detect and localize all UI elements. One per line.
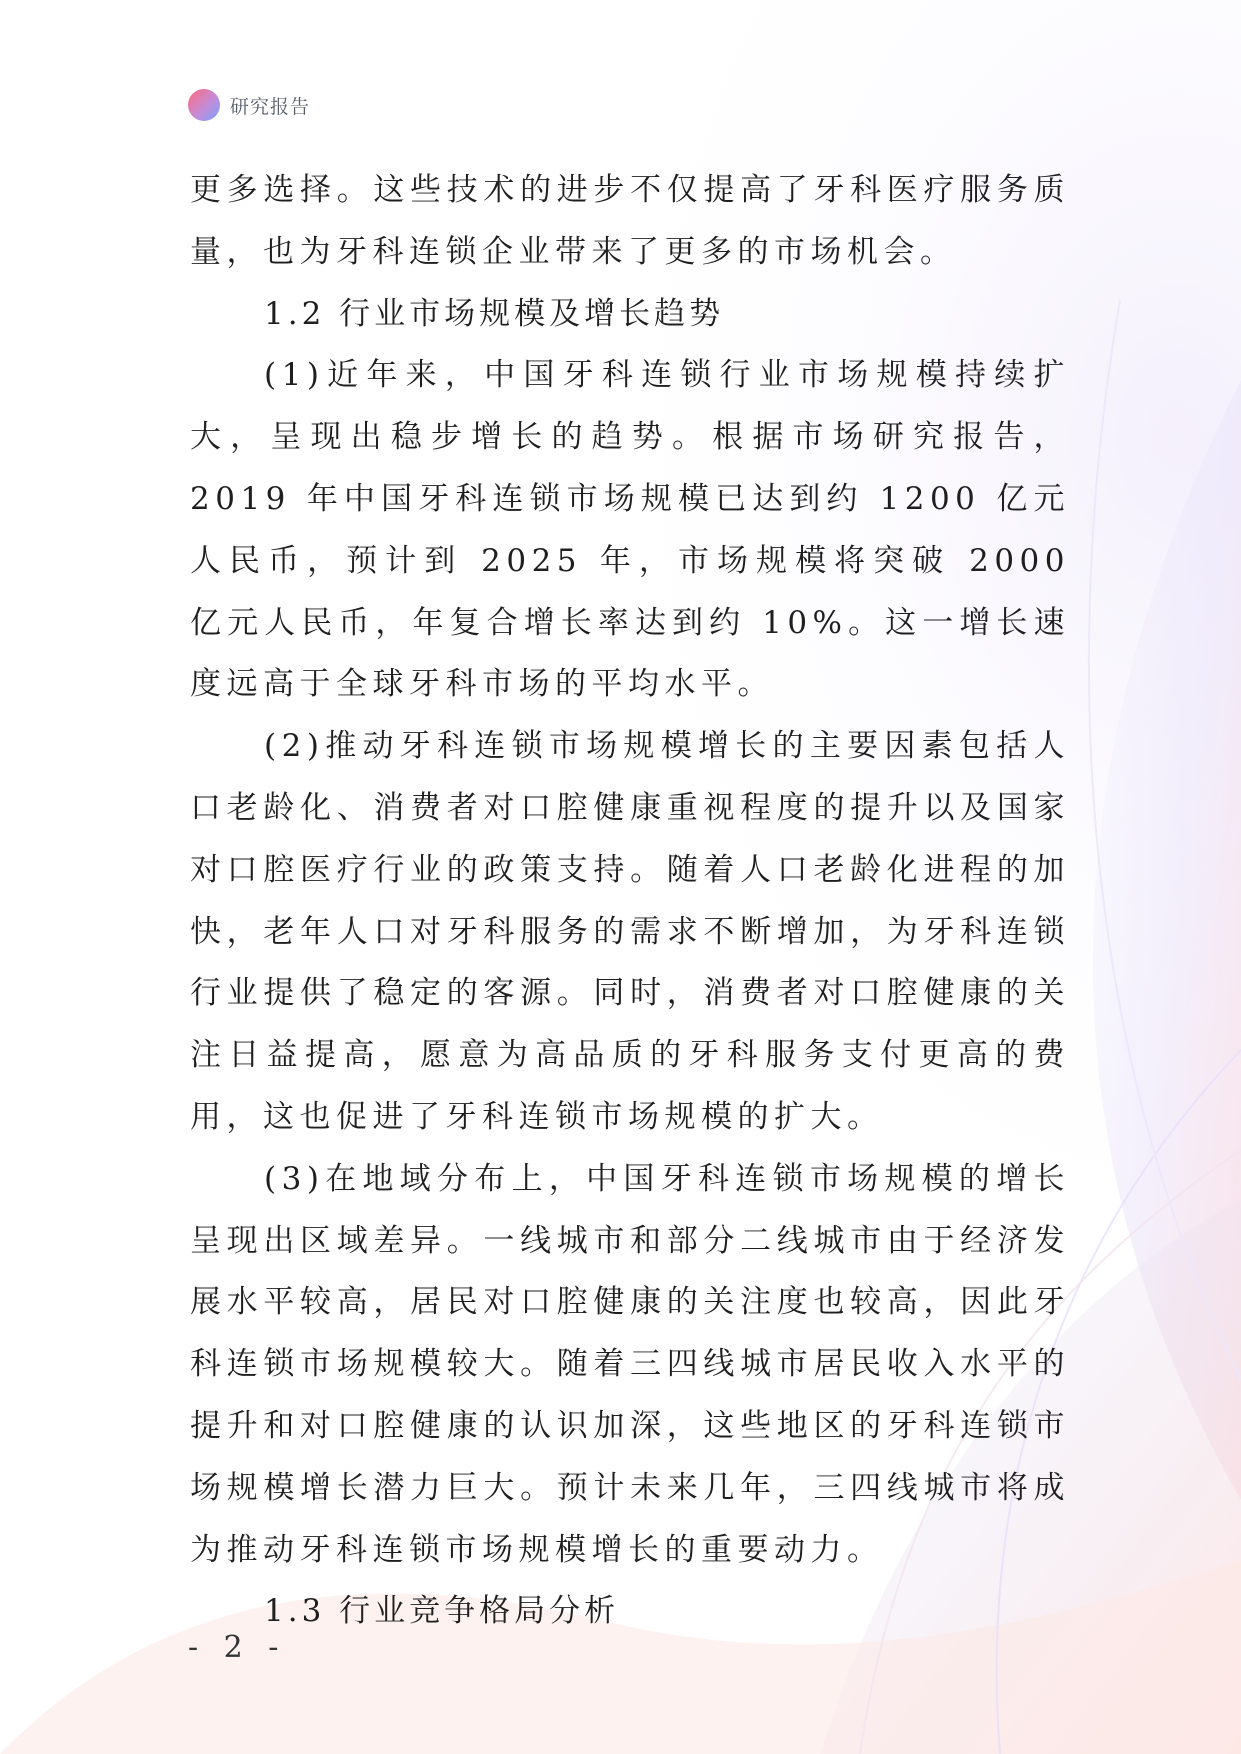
paragraph-regional-distribution: (3)在地域分布上，中国牙科连锁市场规模的增长呈现出区域差异。一线城市和部分二线城市由于经济发展水平较高，居民对口腔健康的关注度也较高，因此牙科连锁市场规模较大。随着三四线城市居民收入水平的提升和对口腔健康的认识加深，这些地区的牙科连锁市场规模增长潜力巨大。预计未来几年，三四线城市将成为推动牙科连锁市场规模增长的重要动力。 [190, 1160, 1070, 1568]
page-number: - 2 - [188, 1630, 287, 1665]
section-heading-1-2: 1.2 行业市场规模及增长趋势 [264, 295, 725, 332]
section-heading-1-3: 1.3 行业竞争格局分析 [264, 1593, 620, 1630]
report-header [188, 88, 310, 122]
report-logo-icon [188, 89, 220, 121]
document-body [190, 160, 1070, 1643]
paragraph-market-size: (1)近年来，中国牙科连锁行业市场规模持续扩大，呈现出稳步增长的趋势。根据市场研究报告，2019 年中国牙科连锁市场规模已达到约 1200 亿元人民币，预计到 2025 年，市场规模将突破 2000 亿元人民币，年复合增长率达到约 10%。这一增长速度远高于全球牙科市场的平均水平。 [190, 357, 1070, 703]
paragraph-growth-factors: (2)推动牙科连锁市场规模增长的主要因素包括人口老龄化、消费者对口腔健康重视程度的提升以及国家对口腔医疗行业的政策支持。随着人口老龄化进程的加快，老年人口对牙科服务的需求不断增加，为牙科连锁行业提供了稳定的客源。同时，消费者对口腔健康的关注日益提高，愿意为高品质的牙科服务支付更高的费用，这也促进了牙科连锁市场规模的扩大。 [190, 728, 1070, 1135]
continuation-paragraph: 更多选择。这些技术的进步不仅提高了牙科医疗服务质量，也为牙科连锁企业带来了更多的市场机会。 [190, 172, 1070, 270]
report-label: 研究报告 [230, 95, 311, 118]
